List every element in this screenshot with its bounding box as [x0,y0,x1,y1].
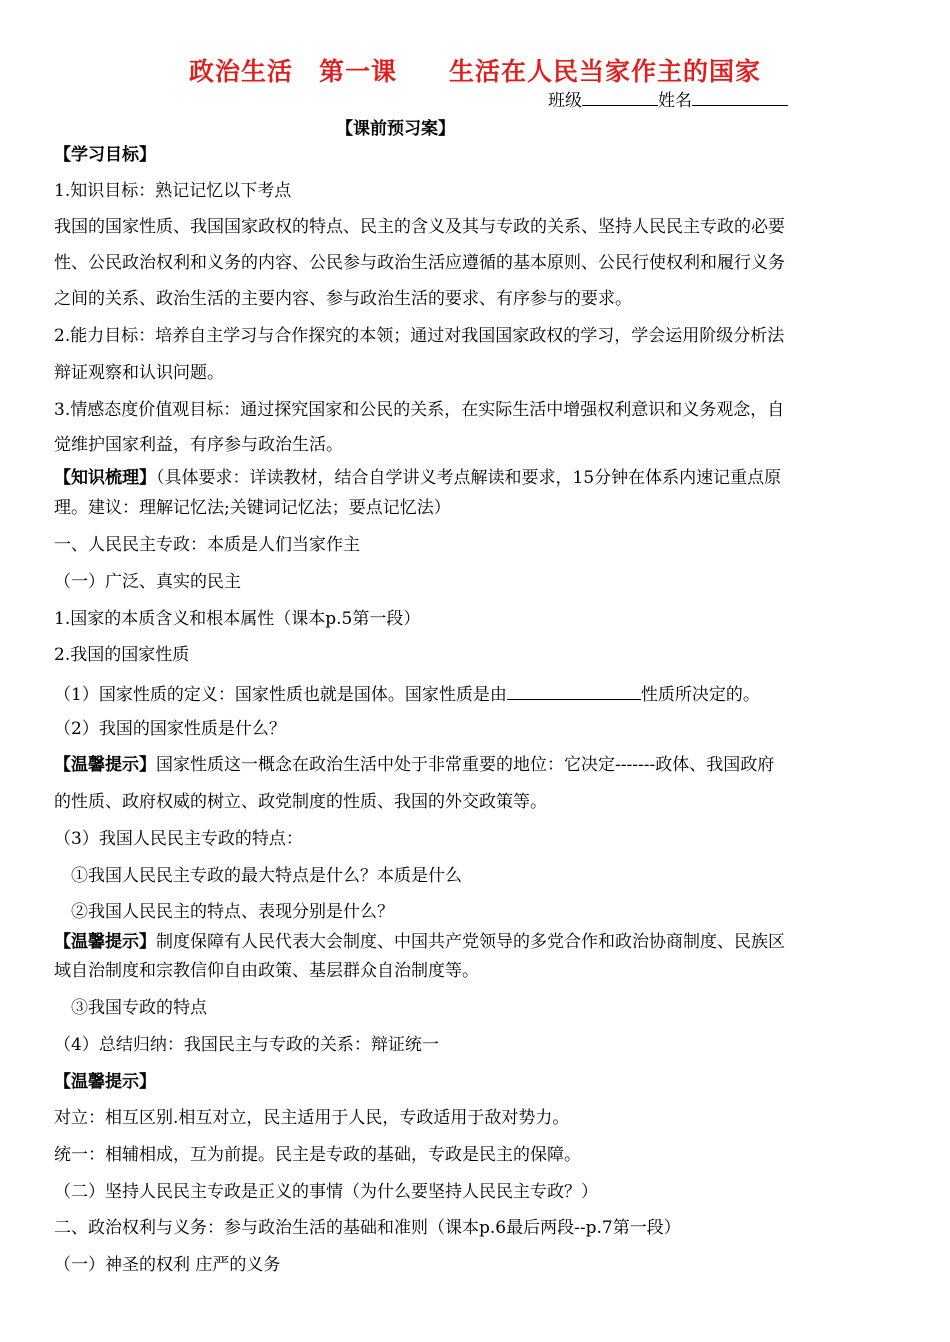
item-state-nature: 2.我国的国家性质 [54,645,190,665]
tip-one-label: 【温馨提示】 [54,755,156,775]
goal-knowledge-text-3: 之间的关系、政治生活的主要内容、参与政治生活的要求、有序参与的要求。 [54,289,632,309]
subsection-one: （一）广泛、真实的民主 [54,572,241,592]
page-title: 政治生活 第一课 生活在人民当家作主的国家 [188,57,761,86]
tip-two-label: 【温馨提示】 [54,932,156,952]
review-requirement-2: 理。建议：理解记忆法;关键词记忆法；要点记忆法） [54,498,451,518]
item-unity: 统一：相辅相成，互为前提。民主是专政的基础，专政是民主的保障。 [54,1145,581,1165]
part-two-subsection-one: （一）神圣的权利 庄严的义务 [54,1255,281,1275]
item-state-essence: 1.国家的本质含义和根本属性（课本p.5第一段） [54,609,421,629]
item-features-q1: ①我国人民民主专政的最大特点是什么？本质是什么 [54,866,462,886]
item-opposition: 对立：相互区别.相互对立，民主适用于人民，专政适用于敌对势力。 [54,1108,570,1128]
subsection-two: （二）坚持人民民主专政是正义的事情（为什么要坚持人民民主专政？） [54,1182,598,1202]
preview-heading: 【课前预习案】 [336,119,455,139]
tip-one-line-2: 的性质、政府权威的树立、政党制度的性质、我国的外交政策等。 [54,792,547,812]
tip-two-line-2: 域自治制度和宗教信仰自由政策、基层群众自治制度等。 [54,961,479,981]
goal-knowledge-text-1: 我国的国家性质、我国国家政权的特点、民主的含义及其与专政的关系、坚持人民民主专政的必要 [54,217,785,237]
review-requirement-1 [54,467,781,489]
item-nature-definition [54,681,760,706]
item-summary: （4）总结归纳：我国民主与专政的关系：辩证统一 [54,1035,439,1055]
tip-two-text: 制度保障有人民代表大会制度、中国共产党领导的多党合作和政治协商制度、民族区 [156,932,785,952]
name-label: 姓名 [658,91,692,111]
class-label: 班级 [548,91,582,111]
tip-one-line-1 [54,754,774,776]
part-two-heading: 二、政治权利与义务：参与政治生活的基础和准则（课本p.6最后两段--p.7第一段） [54,1218,681,1238]
part-one-heading: 一、人民民主专政：本质是人们当家作主 [54,535,360,555]
goal-attitude-2: 觉维护国家利益，有序参与政治生活。 [54,435,343,455]
review-heading: 【知识梳理】 [54,468,156,488]
nature-definition-tail: 性质所决定的。 [640,685,760,705]
nature-definition-text: （1）国家性质的定义：国家性质也就是国体。国家性质是由 [54,685,507,705]
goal-knowledge-text-2: 性、公民政治权利和义务的内容、公民参与政治生活应遵循的基本原则、公民行使权利和履行义务 [54,253,785,273]
item-nature-question: （2）我国的国家性质是什么？ [54,719,286,739]
goal-ability-2: 辩证观察和认识问题。 [54,363,224,383]
item-features-q2: ②我国人民民主的特点、表现分别是什么？ [54,902,394,922]
goal-knowledge: 1.知识目标：熟记记忆以下考点 [54,181,292,201]
goal-attitude-1: 3.情感态度价值观目标：通过探究国家和公民的关系，在实际生活中增强权利意识和义务观念，自 [54,400,785,420]
item-features: （3）我国人民民主专政的特点： [54,829,303,849]
tip-one-text: 国家性质这一概念在政治生活中处于非常重要的地位：它决定-------政体、我国政府 [156,755,775,775]
name-blank[interactable] [692,87,788,106]
review-requirement-text: （具体要求：详读教材，结合自学讲义考点解读和要求，15分钟在体系内速记重点原 [156,468,782,488]
class-blank[interactable] [582,87,658,106]
goals-heading: 【学习目标】 [54,145,156,165]
class-name-line [548,86,788,111]
fill-in-blank[interactable] [507,681,641,700]
tip-two-line-1 [54,931,785,953]
tip-three-label: 【温馨提示】 [54,1072,156,1092]
item-dictatorship: ③我国专政的特点 [54,998,207,1018]
goal-ability-1: 2.能力目标：培养自主学习与合作探究的本领；通过对我国国家政权的学习，学会运用阶级分析法 [54,326,785,346]
